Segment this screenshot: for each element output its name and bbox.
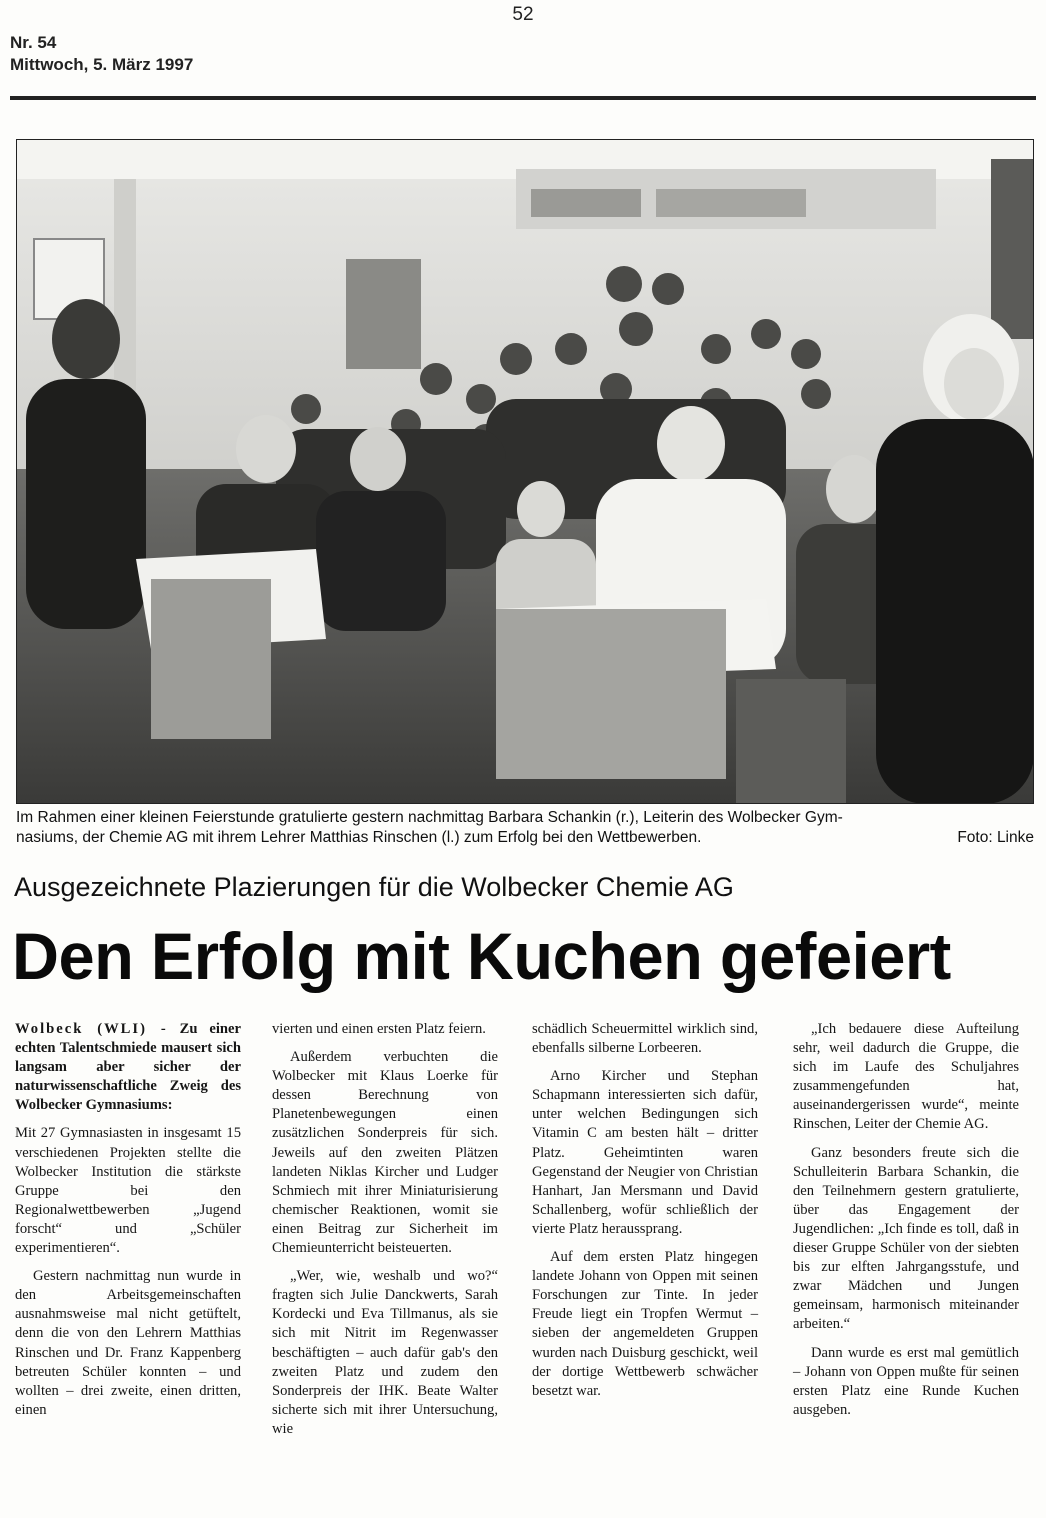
- caption-line-2: nasiums, der Chemie AG mit ihrem Lehrer Matthias Rinschen (l.) zum Erfolg bei den Wettbewerben.: [16, 829, 702, 846]
- article-column-2: [272, 1020, 498, 1439]
- page-number: 52: [512, 4, 534, 25]
- article-paragraph: schädlich Scheuermittel wirklich sind, ebenfalls silberne Lorbeeren.: [532, 1021, 758, 1057]
- article-dateline: Wolbeck (WLI) -: [15, 1021, 168, 1037]
- article-kicker: Ausgezeichnete Plazierungen für die Wolbecker Chemie AG: [14, 872, 734, 902]
- article-column-3: [532, 1020, 758, 1401]
- caption-line-1: Im Rahmen einer kleinen Feierstunde gratulierte gestern nachmittag Barbara Schankin (r.), Leiterin des Wolbecker Gym-: [16, 809, 843, 826]
- photo-credit: Foto: Linke: [957, 829, 1034, 846]
- classroom-photo-illustration: [16, 139, 1034, 804]
- article-headline: Den Erfolg mit Kuchen gefeiert: [12, 919, 951, 993]
- article-paragraph: Auf dem ersten Platz hingegen landete Johann von Oppen mit seinen Forschungen zur Tinte. In jeder Freude liegt ein Tropfen Wermut – sieben der angemeldeten Gruppen wurden nach Duisburg geschickt, weil der dortige Wettbewerb schwächer besetzt war.: [532, 1249, 758, 1399]
- article-paragraph: „Wer, wie, weshalb und wo?“ fragten sich Julie Danckwerts, Sarah Kordecki und Eva Tillmanus, als sie sich mit Nitrit im Regenwasser beschäftigten – auch dafür gab's den zweiten Platz und zudem den Sonderpreis der IHK. Beate Walter sicherte sich mit ihrer Untersuchung, wie: [272, 1268, 498, 1437]
- article-paragraph: „Ich bedauere diese Aufteilung sehr, weil dadurch die Gruppe, die sich im Laufe des Schuljahres zusammengefunden hat, auseinandergerissen wurde“, meinte Rinschen, Leiter der Chemie AG.: [793, 1021, 1019, 1133]
- article-paragraph: Dann wurde es erst mal gemütlich – Johann von Oppen mußte für seinen ersten Platz eine Runde Kuchen ausgeben.: [793, 1344, 1019, 1418]
- article-paragraph: Mit 27 Gymnasiasten in insgesamt 15 verschiedenen Projekten stellte die Wolbecker Institution die stärkste Gruppe bei den Regionalwettbewerben „Jugend forscht“ und „Schüler experimentieren“.: [15, 1125, 241, 1257]
- article-paragraph: Arno Kircher und Stephan Schapmann interessierten sich dafür, unter welchen Bedingungen sich Vitamin C am besten hält – dritter Platz. Geheimtinten waren Gegenstand der Neugier von Christian Hanhart, Jan Mersmann und David Schallenberg, wofür schließlich der vierte Platz heraussprang.: [532, 1068, 758, 1237]
- photo-caption: [16, 808, 1034, 848]
- issue-date: Mittwoch, 5. März 1997: [10, 55, 194, 74]
- article-column-1: [15, 1020, 241, 1420]
- article-column-4: [793, 1020, 1019, 1420]
- article-lead-text: Zu einer echten Talentschmiede mausert sich langsam aber sicher der naturwissenschaftliche Zweig des Wolbecker Gymnasiums:: [15, 1021, 241, 1114]
- article-lead: [15, 1020, 241, 1115]
- article-paragraph: Außerdem verbuchten die Wolbecker mit Klaus Loerke für dessen Berechnung von Planetenbewegungen einen zusätzlichen Sonderpreis für sich. Jeweils auf den zweiten Plätzen landeten Niklas Kircher und Ludger Schmiech mit ihrer Miniaturisierung chemischer Reaktionen, womit sie einen Beitrag zur Sicherheit im Chemieunterricht beisteuerten.: [272, 1049, 498, 1257]
- news-photo: [16, 139, 1034, 804]
- article-body: [0, 1020, 1046, 1510]
- masthead: [10, 32, 250, 76]
- article-paragraph: Ganz besonders freute sich die Schulleiterin Barbara Schankin, die den Teilnehmern gestern gratulierte, über das Engagement der Jugendlichen: „Ich finde es toll, daß in dieser Gruppe Schüler von der siebten bis zur elften Jahrgangsstufe, und zwar Mädchen und Jungen gemeinsam, harmonisch miteinander arbeiten.“: [793, 1144, 1019, 1333]
- issue-number: Nr. 54: [10, 33, 57, 52]
- masthead-rule: [10, 96, 1036, 100]
- article-paragraph: Gestern nachmittag nun wurde in den Arbeitsgemeinschaften ausnahmsweise mal nicht getüftelt, denn die von den Lehrern Matthias Rinschen und Dr. Franz Kappenberg betreuten Schüler konnten – und wollten – drei zweite, einen dritten, einen: [15, 1268, 241, 1418]
- article-paragraph: vierten und einen ersten Platz feiern.: [272, 1021, 486, 1037]
